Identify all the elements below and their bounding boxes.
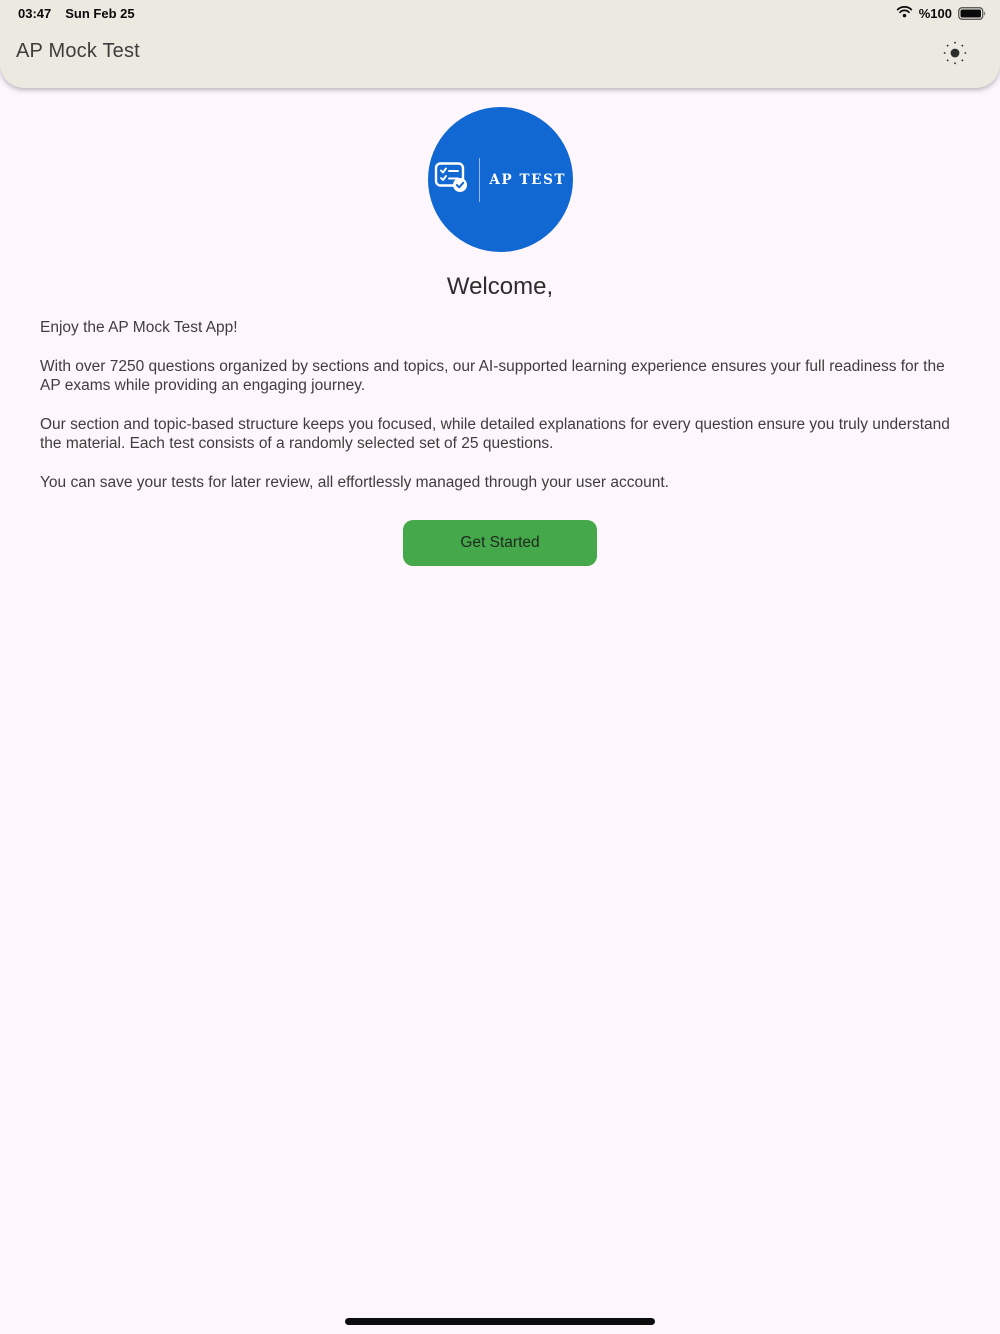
- status-date: Sun Feb 25: [65, 5, 135, 21]
- status-bar: [18, 5, 986, 21]
- welcome-heading: Welcome,: [446, 273, 554, 300]
- checklist-icon: [434, 160, 470, 199]
- intro-paragraph: Our section and topic-based structure keeps you focused, while detailed explanations for every question ensure you truly understand the material. Each test consists of a randomly selected set of 25 questions.: [40, 415, 950, 452]
- theme-toggle-button[interactable]: [940, 39, 970, 69]
- sun-icon: [942, 40, 968, 69]
- get-started-button[interactable]: Get Started: [403, 520, 597, 566]
- intro-paragraph: Enjoy the AP Mock Test App!: [40, 319, 238, 336]
- status-time: 03:47: [18, 5, 52, 21]
- status-right: [896, 5, 986, 21]
- intro-paragraph: With over 7250 questions organized by sections and topics, our AI-supported learning experience ensures your full readiness for the AP exams while providing an engaging journey.: [40, 357, 945, 394]
- main-content: [0, 88, 1000, 566]
- wifi-icon: [896, 5, 913, 21]
- intro-paragraphs: [0, 318, 1000, 492]
- battery-percent: %100: [918, 5, 952, 21]
- intro-paragraph: You can save your tests for later review, all effortlessly managed through your user account.: [40, 473, 669, 491]
- battery-icon: [958, 7, 986, 20]
- page-title: AP Mock Test: [16, 40, 140, 62]
- logo-text: AP TEST: [489, 171, 567, 188]
- status-left: [18, 6, 135, 21]
- header-bar: [0, 0, 1000, 88]
- logo-divider: [479, 158, 481, 202]
- app-logo: [428, 107, 573, 252]
- home-indicator[interactable]: [345, 1318, 655, 1325]
